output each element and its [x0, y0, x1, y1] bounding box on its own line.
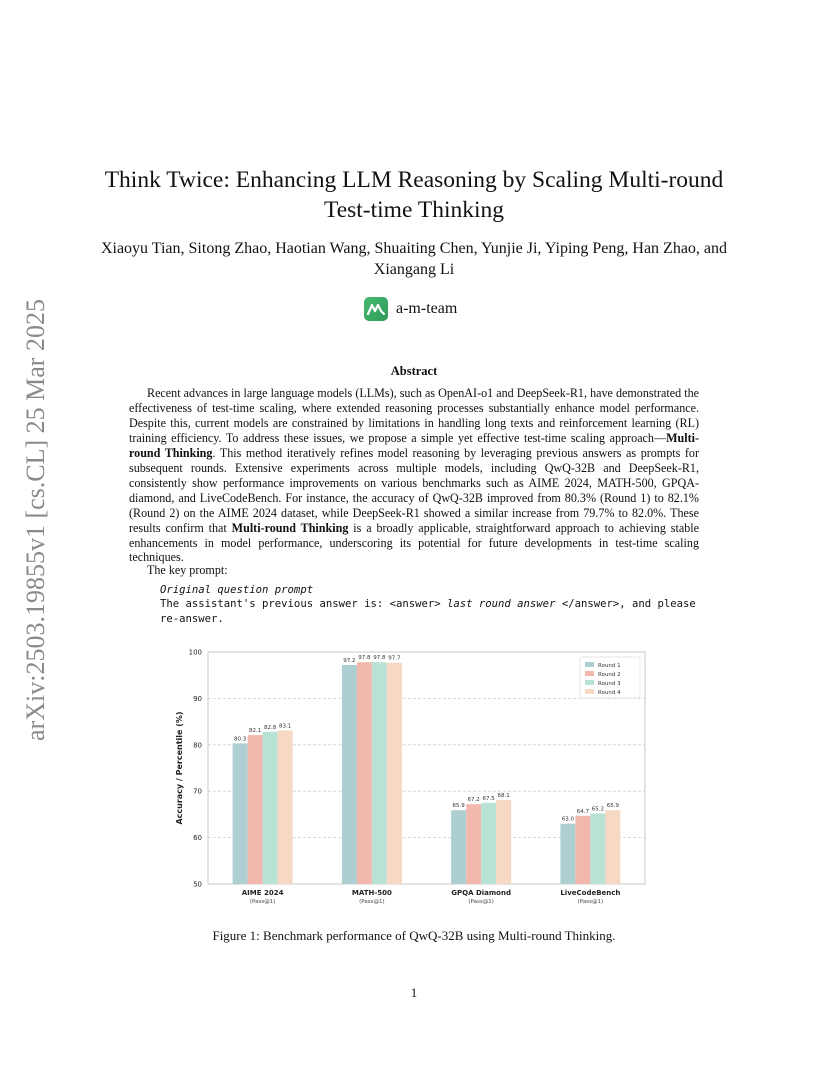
bar-value-label: 97.8: [358, 655, 371, 662]
x-category-sublabel: (Pass@1): [577, 899, 604, 905]
bar-value-label: 64.7: [576, 808, 589, 815]
team-name: a-m-team: [396, 300, 458, 317]
bar: [278, 730, 293, 884]
bar-value-label: 65.9: [452, 803, 465, 810]
legend-swatch: [585, 680, 594, 685]
abstract-part-1: Recent advances in large language models (LLMs), such as OpenAI-o1 and DeepSeek-R1, have demonstrated the effectiveness of test-time scaling, where extended reasoning processes substantially enhance model performance. Despite this, current models are constrained by limitations in handling long texts and reinforcement learning (RL) training efficiency. To address these issues, we propose a simple yet effective test-time scaling approach—: [129, 386, 699, 445]
bar-value-label: 63.0: [561, 816, 574, 823]
y-tick-label: 50: [193, 880, 202, 889]
page-number: 1: [410, 985, 418, 1000]
paper-title: Think Twice: Enhancing LLM Reasoning by Scaling Multi-round Test-time Thinking: [104, 167, 724, 223]
legend-label: Round 1: [598, 663, 621, 669]
prompt-line-2: [160, 598, 696, 610]
bar: [466, 804, 481, 884]
y-tick-label: 80: [193, 741, 202, 750]
bar: [233, 743, 248, 884]
bar-value-label: 97.2: [343, 657, 356, 664]
bar: [387, 663, 402, 884]
prompt-line-1: Original question prompt: [160, 584, 314, 596]
y-tick-label: 60: [193, 834, 202, 843]
author-list: Xiaoyu Tian, Sitong Zhao, Haotian Wang, Shuaiting Chen, Yunjie Ji, Yiping Peng, Han Zhao, and Xiangang Li: [100, 240, 728, 278]
team-badge: [364, 296, 457, 322]
bar: [481, 803, 496, 884]
bar-value-label: 65.9: [606, 803, 619, 810]
abstract-part-3: is a broadly applicable, straightforward approach to achieving stable enhancements in model performance, underscoring its potential for future developments in test-time scaling techniques.: [129, 520, 699, 565]
arxiv-identifier: arXiv:2503.19855v1 [cs.CL] 25 Mar 2025: [21, 299, 50, 741]
legend-label: Round 4: [598, 690, 621, 696]
bar: [357, 662, 372, 884]
x-category-label: MATH-500: [351, 889, 392, 897]
x-category-sublabel: (Pass@1): [468, 899, 494, 905]
bar-value-label: 82.8: [264, 724, 277, 731]
prompt-line-2-c: </answer>, and please: [555, 598, 696, 610]
y-tick-label: 100: [188, 648, 202, 657]
x-category-sublabel: (Pass@1): [359, 899, 385, 905]
figure-caption: Figure 1: Benchmark performance of QwQ-32B using Multi-round Thinking.: [212, 928, 616, 943]
legend-swatch: [585, 689, 594, 694]
x-category-label: LiveCodeBench: [560, 889, 621, 897]
bar: [248, 735, 263, 884]
abstract-part-2: . This method iteratively refines model reasoning by leveraging previous answers as prompts for subsequent rounds. Extensive experiments across multiple models, including QwQ-32B and DeepSeek-R1, consistently show performance improvements on various benchmarks such as AIME 2024, MATH-500, GPQA-diamond, and LiveCodeBench. For instance, the accuracy of QwQ-32B improved from 80.3% (Round 1) to 82.1% (Round 2) on the AIME 2024 dataset, while DeepSeek-R1 showed a similar increase from 79.7% to 82.0%. These results confirm that: [129, 445, 699, 535]
abstract-bold-2: Multi-round Thinking: [231, 520, 349, 535]
benchmark-bar-chart: [168, 640, 658, 910]
key-prompt-label: The key prompt:: [147, 563, 228, 577]
abstract-bold-1: Multi-round Thinking: [129, 430, 699, 460]
legend-label: Round 2: [598, 672, 621, 678]
bar: [575, 816, 590, 884]
legend-swatch: [585, 662, 594, 667]
prompt-line-2-a: The assistant's previous answer is: <answer>: [160, 598, 448, 610]
y-axis-label: Accuracy / Percentile (%): [175, 711, 184, 825]
bar: [342, 665, 357, 884]
x-category-label: GPQA Diamond: [451, 889, 511, 897]
abstract-text: [129, 386, 699, 565]
prompt-placeholder: last round answer: [447, 598, 556, 610]
bar-value-label: 67.2: [467, 797, 480, 804]
bar-value-label: 65.2: [591, 806, 604, 813]
legend-swatch: [585, 671, 594, 676]
bar: [605, 810, 620, 884]
x-category-sublabel: (Pass@1): [249, 899, 276, 905]
bar-value-label: 83.1: [279, 723, 292, 730]
legend-label: Round 3: [598, 681, 621, 687]
y-tick-label: 70: [193, 787, 202, 796]
bar-value-label: 67.5: [482, 795, 495, 802]
bar: [372, 662, 387, 884]
bar: [263, 732, 278, 884]
bar-value-label: 82.1: [249, 728, 262, 735]
bar-value-label: 97.7: [388, 655, 401, 662]
bar-value-label: 80.3: [234, 736, 247, 743]
prompt-line-3: re-answer.: [160, 613, 224, 625]
bar: [496, 800, 511, 884]
bar: [451, 810, 466, 884]
y-tick-label: 90: [193, 694, 202, 703]
bar: [560, 824, 575, 884]
bar-value-label: 97.8: [373, 655, 386, 662]
x-category-label: AIME 2024: [241, 889, 284, 897]
abstract-heading: Abstract: [390, 364, 438, 378]
bar: [590, 813, 605, 884]
bar-value-label: 68.1: [497, 793, 510, 800]
team-logo-icon: [364, 297, 388, 321]
